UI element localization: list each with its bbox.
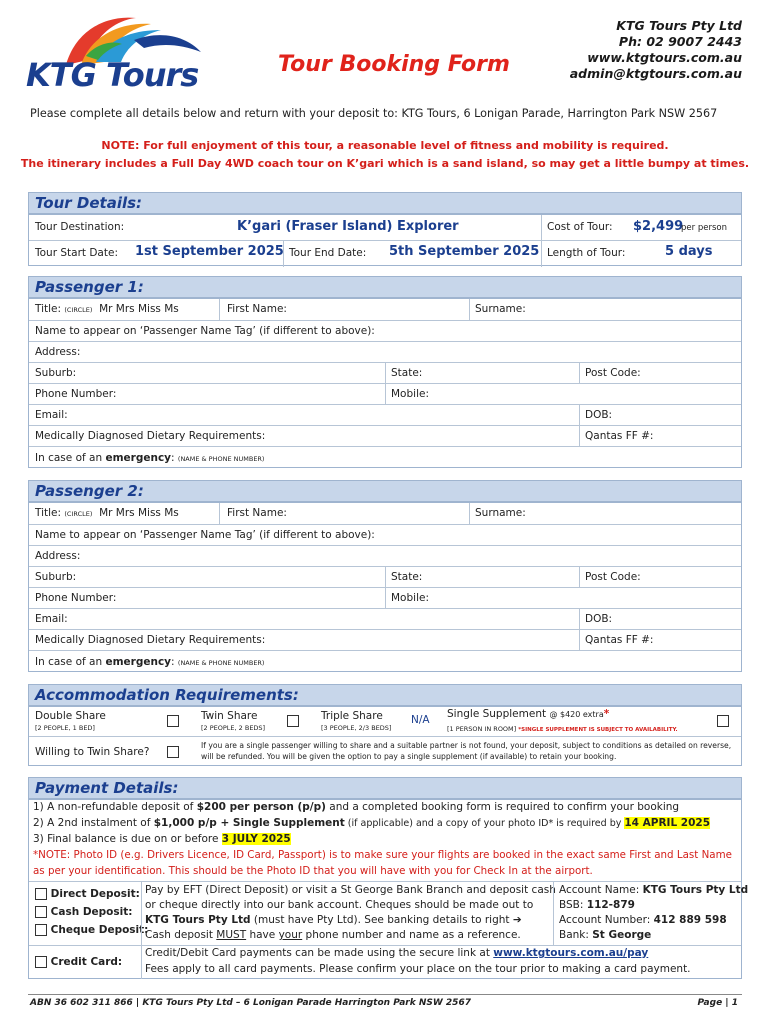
- p1-dob[interactable]: DOB:: [585, 409, 613, 421]
- tour-details-heading: Tour Details:: [35, 194, 143, 212]
- company-name: KTG Tours Pty Ltd: [616, 18, 742, 33]
- p1-dietary[interactable]: Medically Diagnosed Dietary Requirements:: [35, 430, 266, 442]
- p2-suburb[interactable]: Suburb:: [35, 571, 77, 583]
- p2-name-tag[interactable]: Name to appear on ‘Passenger Name Tag’ (if different to above):: [35, 529, 375, 541]
- accommodation-bar: [28, 684, 742, 706]
- p1-first-name[interactable]: First Name:: [227, 303, 287, 315]
- photo-id-note-1: *NOTE: Photo ID (e.g. Drivers Licence, ID Card, Passport) is to make sure your flights are booked in the exact same First and Last Name: [33, 849, 732, 861]
- card-line-1: Credit/Debit Card payments can be made using the secure link at www.ktgtours.com.au/pay: [145, 947, 649, 959]
- company-email[interactable]: admin@ktgtours.com.au: [569, 66, 742, 81]
- triple-share-sub: [3 PEOPLE, 2/3 BEDS]: [321, 724, 392, 732]
- accommodation-heading: Accommodation Requirements:: [35, 686, 299, 704]
- p1-suburb[interactable]: Suburb:: [35, 367, 77, 379]
- destination-value: K’gari (Fraser Island) Explorer: [237, 219, 459, 234]
- twin-share-checkbox[interactable]: [287, 715, 299, 727]
- p1-emergency[interactable]: In case of an emergency: (NAME & PHONE NUMBER): [35, 452, 265, 464]
- bank-name: Bank: St George: [559, 929, 652, 941]
- p2-phone[interactable]: Phone Number:: [35, 592, 117, 604]
- cost-label: Cost of Tour:: [547, 221, 613, 233]
- destination-label: Tour Destination:: [35, 221, 125, 233]
- payment-item-3: 3) Final balance is due on or before 3 JULY 2025: [33, 833, 291, 845]
- cash-deposit-option[interactable]: Cash Deposit:: [35, 906, 132, 918]
- account-name: Account Name: KTG Tours Pty Ltd: [559, 884, 749, 896]
- passenger1-heading: Passenger 1:: [35, 278, 144, 296]
- passenger2-bar: [28, 480, 742, 502]
- p1-phone[interactable]: Phone Number:: [35, 388, 117, 400]
- triple-share-na: N/A: [411, 714, 430, 726]
- p2-first-name[interactable]: First Name:: [227, 507, 287, 519]
- single-supplement-checkbox[interactable]: [717, 715, 729, 727]
- p1-surname[interactable]: Surname:: [475, 303, 526, 315]
- payment-item-1: 1) A non-refundable deposit of $200 per person (p/p) and a completed booking form is required to confirm your booking: [33, 801, 680, 813]
- p1-email[interactable]: Email:: [35, 409, 68, 421]
- account-number: Account Number: 412 889 598: [559, 914, 727, 926]
- p2-state[interactable]: State:: [391, 571, 423, 583]
- p2-email[interactable]: Email:: [35, 613, 68, 625]
- double-share-checkbox[interactable]: [167, 715, 179, 727]
- payment-heading: Payment Details:: [35, 779, 179, 797]
- payment-item-2: 2) A 2nd instalment of $1,000 p/p + Single Supplement (if applicable) and a copy of your photo ID* is required by 14 APRIL 2025: [33, 817, 711, 829]
- start-value: 1st September 2025: [135, 244, 284, 259]
- bsb: BSB: 112-879: [559, 899, 635, 911]
- end-value: 5th September 2025: [389, 244, 540, 259]
- ktg-logo: [26, 10, 206, 96]
- p2-postcode[interactable]: Post Code:: [585, 571, 641, 583]
- p1-title-label: Title: (CIRCLE) Mr Mrs Miss Ms: [35, 303, 179, 315]
- p1-address[interactable]: Address:: [35, 346, 81, 358]
- footer-abn: ABN 36 602 311 866 | KTG Tours Pty Ltd – 6 Lonigan Parade Harrington Park NSW 2567: [30, 998, 471, 1008]
- eft-line-1: Pay by EFT (Direct Deposit) or visit a St George Bank Branch and deposit cash: [145, 884, 556, 896]
- willing-twin-label: Willing to Twin Share?: [35, 746, 150, 758]
- p2-dob[interactable]: DOB:: [585, 613, 613, 625]
- eft-line-3: KTG Tours Pty Ltd (must have Pty Ltd). See banking details to right ➔: [145, 914, 522, 926]
- twin-share-label: Twin Share: [201, 710, 258, 722]
- card-line-2: Fees apply to all card payments. Please confirm your place on the tour prior to making a card payment.: [145, 963, 691, 975]
- p2-surname[interactable]: Surname:: [475, 507, 526, 519]
- p1-name-tag[interactable]: Name to appear on ‘Passenger Name Tag’ (if different to above):: [35, 325, 375, 337]
- p2-title-label: Title: (CIRCLE) Mr Mrs Miss Ms: [35, 507, 179, 519]
- length-label: Length of Tour:: [547, 247, 626, 259]
- intro-text: Please complete all details below and return with your deposit to: KTG Tours, 6 Lonigan Parade, Harrington Park NSW 2567: [30, 107, 718, 120]
- p1-postcode[interactable]: Post Code:: [585, 367, 641, 379]
- eft-line-4: Cash deposit MUST have your phone number and name as a reference.: [145, 929, 521, 941]
- company-phone: Ph: 02 9007 2443: [618, 34, 742, 49]
- p2-dietary[interactable]: Medically Diagnosed Dietary Requirements:: [35, 634, 266, 646]
- length-value: 5 days: [665, 244, 713, 259]
- company-website[interactable]: www.ktgtours.com.au: [587, 50, 742, 65]
- passenger2-heading: Passenger 2:: [35, 482, 144, 500]
- footer-divider: [28, 994, 742, 995]
- p2-title-options[interactable]: Mr Mrs Miss Ms: [99, 507, 179, 519]
- cheque-deposit-option[interactable]: Cheque Deposit:: [35, 924, 148, 936]
- form-title: Tour Booking Form: [278, 52, 510, 77]
- single-supplement-label: Single Supplement @ $420 extra*: [447, 708, 610, 720]
- p2-address[interactable]: Address:: [35, 550, 81, 562]
- photo-id-note-2: as per your identification. This should be the Photo ID that you will have with you for Check In at the airport.: [33, 865, 593, 877]
- passenger2-box: [28, 502, 742, 672]
- pay-link[interactable]: www.ktgtours.com.au/pay: [493, 947, 649, 959]
- accommodation-box: [28, 706, 742, 766]
- twin-share-sub: [2 PEOPLE, 2 BEDS]: [201, 724, 266, 732]
- p2-mobile[interactable]: Mobile:: [391, 592, 429, 604]
- end-label: Tour End Date:: [289, 247, 367, 259]
- p1-qantas[interactable]: Qantas FF #:: [585, 430, 654, 442]
- itinerary-note: The itinerary includes a Full Day 4WD coach tour on K’gari which is a sand island, so may get a little bumpy at times.: [20, 157, 750, 170]
- willing-twin-checkbox[interactable]: [167, 746, 179, 758]
- cost-unit: per person: [681, 223, 727, 233]
- single-supplement-sub: [1 PERSON IN ROOM] *SINGLE SUPPLEMENT IS SUBJECT TO AVAILABILITY.: [447, 725, 678, 733]
- triple-share-label: Triple Share: [321, 710, 383, 722]
- p1-state[interactable]: State:: [391, 367, 423, 379]
- tour-details-bar: [28, 192, 742, 214]
- logo-wordmark: KTG Tours: [26, 56, 199, 94]
- fitness-note: NOTE: For full enjoyment of this tour, a reasonable level of fitness and mobility is required.: [101, 139, 669, 152]
- double-share-label: Double Share: [35, 710, 106, 722]
- contact-block: [570, 18, 742, 82]
- willing-twin-note: If you are a single passenger willing to share and a suitable partner is not found, your deposit, subject to conditions as detailed on reverse, will be refunded. You will be given the option to pay a single supplement (if available) to retain your booking.: [201, 741, 732, 761]
- p2-emergency[interactable]: In case of an emergency: (NAME & PHONE NUMBER): [35, 656, 265, 668]
- direct-deposit-option[interactable]: Direct Deposit:: [35, 888, 140, 900]
- eft-line-2: or cheque directly into our bank account. Cheques should be made out to: [145, 899, 534, 911]
- p1-mobile[interactable]: Mobile:: [391, 388, 429, 400]
- cost-value: $2,499: [633, 219, 684, 234]
- passenger1-bar: [28, 276, 742, 298]
- credit-card-option[interactable]: Credit Card:: [35, 956, 122, 968]
- start-label: Tour Start Date:: [35, 247, 118, 259]
- payment-box: [28, 799, 749, 979]
- footer-page-number: Page | 1: [697, 998, 738, 1008]
- payment-bar: [28, 777, 742, 799]
- p2-qantas[interactable]: Qantas FF #:: [585, 634, 654, 646]
- double-share-sub: [2 PEOPLE, 1 BED]: [35, 724, 95, 732]
- tour-details-box: [28, 214, 742, 266]
- passenger1-box: [28, 298, 742, 468]
- p1-title-options[interactable]: Mr Mrs Miss Ms: [99, 303, 179, 315]
